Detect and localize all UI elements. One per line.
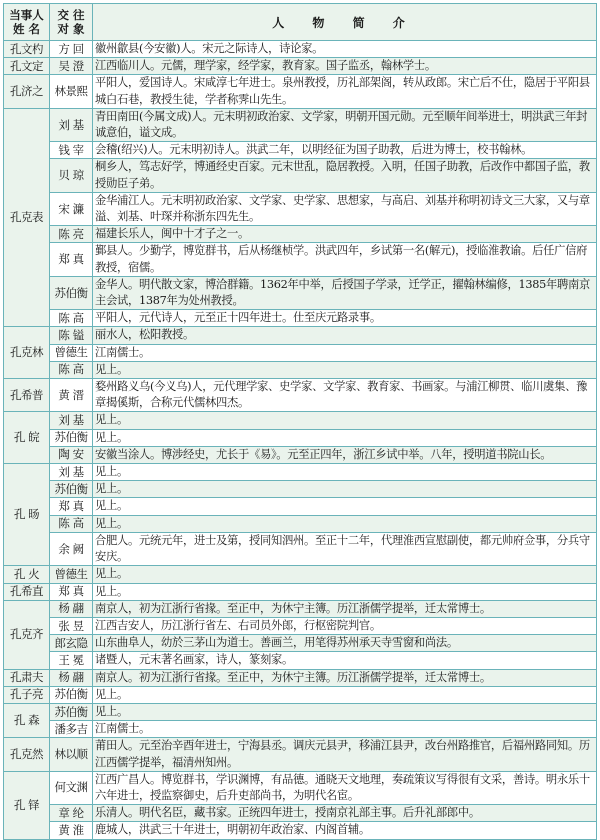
table-row (4, 805, 597, 822)
contact-name: 郑 真 (50, 583, 93, 600)
person-name: 孔文定 (4, 58, 50, 75)
table-row (4, 276, 597, 309)
table-row (4, 771, 597, 804)
contact-name: 陈 亮 (50, 226, 93, 243)
contact-bio: 会稽(绍兴)人。元末明初诗人。洪武二年，以明经征为国子助教，后进为博士，校书翰林。 (93, 142, 597, 159)
table-row (4, 822, 597, 839)
table-row (4, 192, 597, 225)
contact-bio: 南京人。初为江浙行省掾。至正中，为休宁主簿。历江浙儒学提举，迁太常博士。 (93, 669, 597, 686)
contact-bio: 金华人。明代散文家，博洽群籍。1362年中举，后授国子学录，迁学正，擢翰林编修，1385年聘南京主会试，1387年为处州教授。 (93, 276, 597, 309)
person-name: 孔 旸 (4, 464, 50, 566)
table-row (4, 75, 597, 108)
contact-name: 黄 溍 (50, 379, 93, 412)
contact-name: 陈 高 (50, 515, 93, 532)
table-body (4, 41, 597, 840)
contact-bio: 见上。 (93, 583, 597, 600)
contact-name: 潘多吉 (50, 721, 93, 738)
table-row (4, 327, 597, 344)
contact-name: 钱 宰 (50, 142, 93, 159)
table-row (4, 583, 597, 600)
person-name: 孔克然 (4, 738, 50, 771)
header-contact-line1: 交 往 (57, 8, 85, 22)
contact-bio: 鄞县人。少勤学，博览群书，后从杨继桢学。洪武四年，乡试第一名(解元)，授临淮教谕。后任广信府教授，宿儒。 (93, 243, 597, 276)
contact-name: 陈 高 (50, 361, 93, 378)
contact-bio: 见上。 (93, 498, 597, 515)
contact-bio: 鹿城人，洪武三十年进士，明朝初年政治家、内阁首辅。 (93, 822, 597, 839)
header-person-line2: 姓 名 (12, 22, 40, 36)
person-name: 孔 皖 (4, 412, 50, 464)
contact-bio: 丽水人，松阳教授。 (93, 327, 597, 344)
contact-name: 刘 基 (50, 412, 93, 429)
contact-bio: 婺州路义乌(今义乌)人，元代理学家、史学家、文学家、教育家、书画家。与浦江柳贯、临川虞集、豫章揭傒斯，合称元代儒林四杰。 (93, 379, 597, 412)
contact-bio: 平阳人，元代诗人，元至正十四年进士。仕至庆元路录事。 (93, 310, 597, 327)
contact-name: 余 阙 (50, 532, 93, 565)
contact-bio: 福建长乐人，闽中十才子之一。 (93, 226, 597, 243)
header-person (4, 4, 50, 41)
relations-table (3, 3, 597, 840)
contact-name: 陈 高 (50, 310, 93, 327)
contact-name: 杨 翮 (50, 600, 93, 617)
header-bio (93, 4, 597, 41)
table-row (4, 635, 597, 652)
person-name: 孔克林 (4, 327, 50, 379)
person-name: 孔希普 (4, 379, 50, 412)
contact-name: 陶 安 (50, 446, 93, 463)
person-name: 孔 森 (4, 703, 50, 737)
contact-bio: 桐乡人，笃志好学，博通经史百家。元末世乱，隐居教授。入明，任国子助教，后改作中都国子监，教授勋臣子弟。 (93, 159, 597, 192)
contact-name: 林以顺 (50, 738, 93, 771)
contact-bio: 山东曲阜人，幼於三茅山为道士。善画兰，用笔得苏州承天寺雪窗和尚法。 (93, 635, 597, 652)
contact-name: 贝 琼 (50, 159, 93, 192)
contact-name: 郑 真 (50, 498, 93, 515)
contact-bio: 莆田人。元至治辛酉年进士，宁海县丞。调庆元县尹，移浦江县尹，改台州路推官，后福州路同知。历江西儒学提举，福清州知州。 (93, 738, 597, 771)
contact-bio: 徽州歙县(今安徽)人。宋元之际诗人，诗论家。 (93, 41, 597, 58)
contact-bio: 江西吉安人，历江浙行省左、右司员外郎，行枢密院判官。 (93, 617, 597, 634)
header-row (4, 4, 597, 41)
contact-bio: 见上。 (93, 566, 597, 583)
person-name: 孔济之 (4, 75, 50, 108)
contact-bio: 见上。 (93, 429, 597, 446)
contact-bio: 诸暨人，元末著名画家，诗人，篆刻家。 (93, 652, 597, 669)
contact-name: 苏伯衡 (50, 703, 93, 720)
person-name: 孔 火 (4, 566, 50, 583)
contact-name: 刘 基 (50, 108, 93, 141)
contact-bio: 合肥人。元统元年，进士及第，授同知泗州。至正十二年，代理淮西宣慰副使，都元帅府佥事，分兵守安庆。 (93, 532, 597, 565)
contact-name: 郑 真 (50, 243, 93, 276)
contact-name: 林景熙 (50, 75, 93, 108)
table-row (4, 412, 597, 429)
table-row (4, 686, 597, 703)
person-name: 孔肃夫 (4, 669, 50, 686)
contact-name: 苏伯衡 (50, 686, 93, 703)
contact-name: 黄 淮 (50, 822, 93, 839)
contact-bio: 江西广昌人。博览群书，学识渊博，有品德。通晓天文地理，奏疏策议写得很有文采，善诗。明永乐十六年进士，授监察御史，后升吏部尚书，为明代名宦。 (93, 771, 597, 804)
person-name: 孔克表 (4, 108, 50, 327)
contact-bio: 江南儒士。 (93, 721, 597, 738)
contact-name: 曾德生 (50, 344, 93, 361)
table-row (4, 652, 597, 669)
header-contact-line2: 对 象 (57, 22, 85, 36)
contact-name: 吴 澄 (50, 58, 93, 75)
table-row (4, 515, 597, 532)
table-row (4, 566, 597, 583)
table-row (4, 310, 597, 327)
contact-bio: 见上。 (93, 481, 597, 498)
person-name: 孔克齐 (4, 600, 50, 669)
table-row (4, 344, 597, 361)
contact-bio: 见上。 (93, 703, 597, 720)
contact-name: 方 回 (50, 41, 93, 58)
contact-name: 陈 镒 (50, 327, 93, 344)
table-row (4, 481, 597, 498)
contact-name: 郎玄隐 (50, 635, 93, 652)
contact-bio: 见上。 (93, 686, 597, 703)
table-row (4, 429, 597, 446)
person-name: 孔子亮 (4, 686, 50, 703)
contact-bio: 见上。 (93, 515, 597, 532)
table-row (4, 721, 597, 738)
contact-bio: 江西临川人。元儒，理学家，经学家，教育家。国子监丞，翰林学士。 (93, 58, 597, 75)
contact-bio: 江南儒士。 (93, 344, 597, 361)
table-row (4, 738, 597, 771)
contact-bio: 见上。 (93, 361, 597, 378)
table-row (4, 41, 597, 58)
table-row (4, 159, 597, 192)
header-contact (50, 4, 93, 41)
contact-name: 宋 濂 (50, 192, 93, 225)
contact-name: 王 冕 (50, 652, 93, 669)
contact-bio: 南京人，初为江浙行省掾。至正中，为休宁主簿。历江浙儒学提举，迁太常博士。 (93, 600, 597, 617)
contact-bio: 平阳人，爱国诗人。宋咸淳七年进士。泉州教授，历礼部架阁，转从政郎。宋亡后不仕，隐居于平阳县城白石巷，教授生徒，学者称霁山先生。 (93, 75, 597, 108)
contact-bio: 安徽当涂人。博涉经史，尤长于《易》。元至正四年，浙江乡试中举。八年，授明道书院山长。 (93, 446, 597, 463)
table-row (4, 361, 597, 378)
table-row (4, 600, 597, 617)
contact-name: 曾德生 (50, 566, 93, 583)
table-row (4, 108, 597, 141)
contact-bio: 金华浦江人。元末明初政治家、文学家、史学家、思想家，与高启、刘基并称明初诗文三大家，又与章溢、刘基、叶琛并称浙东四先生。 (93, 192, 597, 225)
contact-bio: 见上。 (93, 412, 597, 429)
contact-name: 苏伯衡 (50, 481, 93, 498)
table-row (4, 142, 597, 159)
table-row (4, 464, 597, 481)
table-row (4, 58, 597, 75)
person-name: 孔文杓 (4, 41, 50, 58)
header-bio-label: 人 物 简 介 (272, 15, 417, 30)
table-row (4, 243, 597, 276)
contact-name: 刘 基 (50, 464, 93, 481)
header-person-line1: 当事人 (9, 8, 44, 22)
contact-name: 杨 翮 (50, 669, 93, 686)
table-row (4, 226, 597, 243)
table-row (4, 703, 597, 720)
table-row (4, 446, 597, 463)
table-row (4, 498, 597, 515)
contact-name: 苏伯衡 (50, 429, 93, 446)
contact-bio: 乐清人。明代名臣，藏书家。正统四年进士，授南京礼部主事。后升礼部郎中。 (93, 805, 597, 822)
contact-name: 张 昱 (50, 617, 93, 634)
contact-bio: 见上。 (93, 464, 597, 481)
contact-name: 何文渊 (50, 771, 93, 804)
contact-bio: 青田南田(今属文成)人。元末明初政治家、文学家，明朝开国元勋。元至顺年间举进士，明洪武三年封诚意伯，谥文成。 (93, 108, 597, 141)
table-row (4, 532, 597, 565)
contact-name: 章 纶 (50, 805, 93, 822)
table-row (4, 379, 597, 412)
person-name: 孔希直 (4, 583, 50, 600)
contact-name: 苏伯衡 (50, 276, 93, 309)
table-row (4, 617, 597, 634)
table-row (4, 669, 597, 686)
person-name: 孔 铎 (4, 771, 50, 839)
